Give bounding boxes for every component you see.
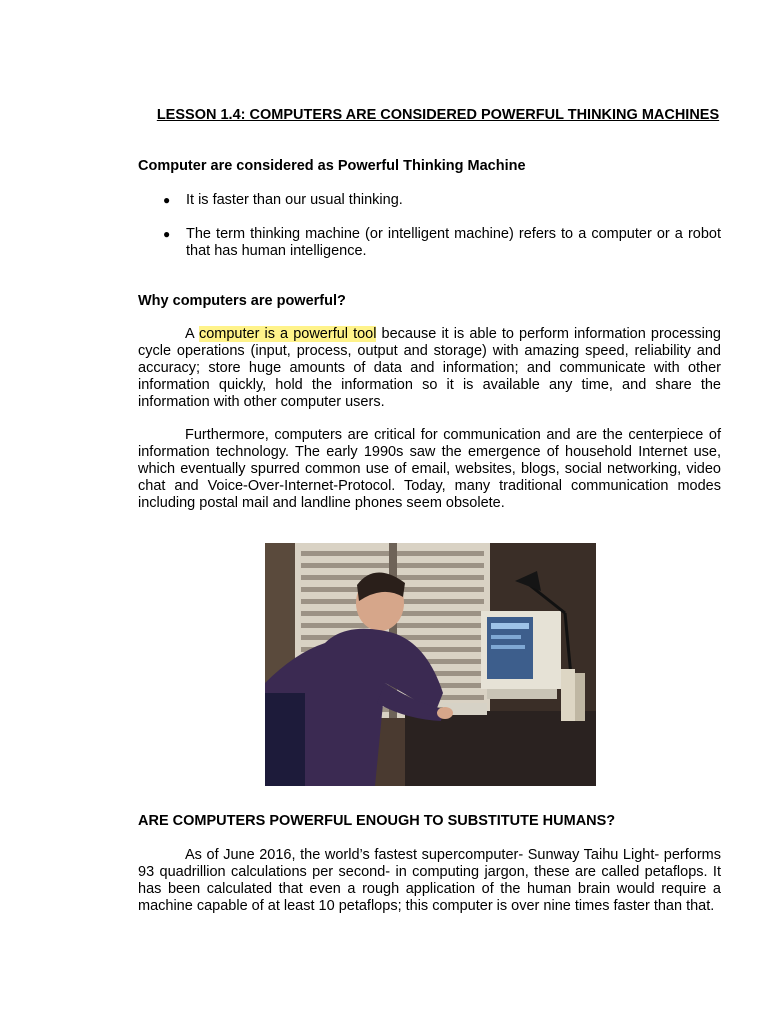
photo-man-at-computer xyxy=(265,543,596,786)
bullet-dot-icon: ● xyxy=(163,227,171,241)
highlighted-text: computer is a powerful tool xyxy=(198,326,377,342)
bullet-item xyxy=(163,192,721,209)
paragraph-powerful-tool xyxy=(138,326,721,411)
paragraph-communication: Furthermore, computers are critical for communication and are the centerpiece of information technology. The early 1990s saw the emergence of household Internet use, which eventually spurred common use of email, websites, blogs, social networking, video chat and Voice-Over-Internet-Protocol. Today, many traditional communication modes including postal mail and landline phones seem obsolete. xyxy=(138,427,721,511)
paragraph-text-start: A xyxy=(185,326,199,342)
section-heading-why-powerful: Why computers are powerful? xyxy=(138,293,346,309)
paragraph-text-rest: because it is able to perform information processing cycle operations (input, process, output and storage) with amazing speed, reliability and accuracy; store huge amounts of data and information; and communicate with other information quickly, hold the information so it is available any time, and share the information with other computer users. xyxy=(138,326,721,410)
bullet-item xyxy=(163,226,721,260)
bullet-text: The term thinking machine (or intelligent machine) refers to a computer or a robot that has human intelligence. xyxy=(186,226,721,259)
section-heading-thinking-machine: Computer are considered as Powerful Thinking Machine xyxy=(138,158,526,174)
bullet-text: It is faster than our usual thinking. xyxy=(186,192,403,208)
section-heading-substitute-humans: ARE COMPUTERS POWERFUL ENOUGH TO SUBSTITUTE HUMANS? xyxy=(138,813,616,829)
paragraph-supercomputer: As of June 2016, the world’s fastest supercomputer- Sunway Taihu Light- performs 93 quadrillion calculations per second- in computing jargon, these are called petaflops. It has been calculated that even a rough application of the human brain would require a machine capable of at least 10 petaflops; this computer is over nine times faster than that. xyxy=(138,847,721,914)
bullet-dot-icon: ● xyxy=(163,193,171,207)
lesson-title: LESSON 1.4: COMPUTERS ARE CONSIDERED POWERFUL THINKING MACHINES xyxy=(156,107,720,123)
